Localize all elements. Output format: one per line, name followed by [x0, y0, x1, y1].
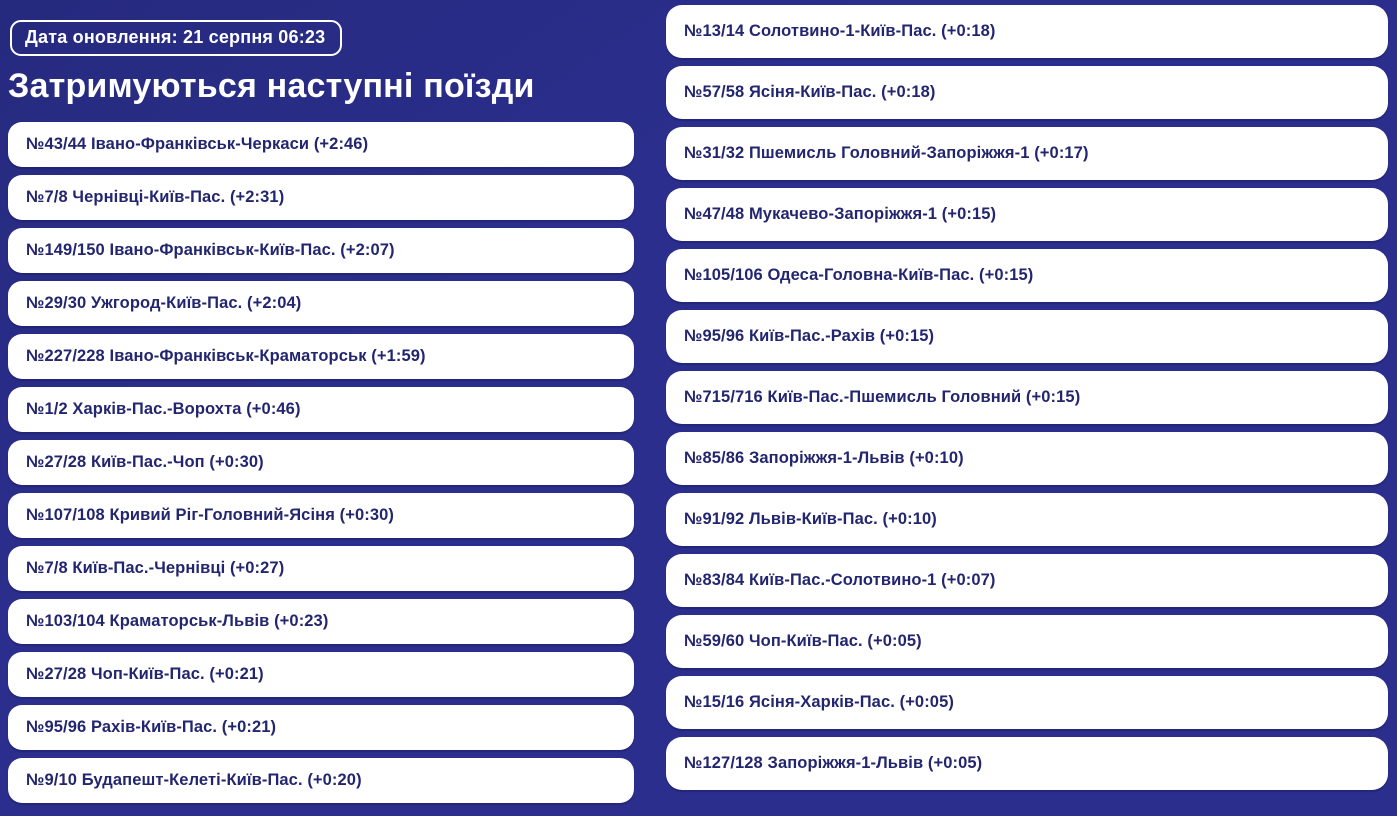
train-card: [8, 122, 634, 167]
train-card: [666, 188, 1388, 241]
train-card: [666, 554, 1388, 607]
train-card: [8, 599, 634, 644]
update-date-badge: [10, 20, 342, 56]
train-card-label: №95/96 Київ-Пас.-Рахів (+0:15): [684, 327, 935, 345]
train-card: [8, 652, 634, 697]
train-card: [8, 758, 634, 803]
train-card: [666, 493, 1388, 546]
train-card-label: №7/8 Київ-Пас.-Чернівці (+0:27): [26, 559, 285, 578]
train-card: [8, 387, 634, 432]
train-card-label: №27/28 Київ-Пас.-Чоп (+0:30): [26, 453, 264, 472]
train-card: [666, 127, 1388, 180]
train-card: [666, 5, 1388, 58]
train-card: [666, 371, 1388, 424]
train-card: [666, 249, 1388, 302]
train-card-label: №43/44 Івано-Франківськ-Черкаси (+2:46): [26, 135, 369, 154]
train-card-label: №9/10 Будапешт-Келеті-Київ-Пас. (+0:20): [26, 771, 362, 790]
update-date-label: Дата оновлення: 21 серпня 06:23: [25, 27, 326, 47]
train-card: [8, 705, 634, 750]
train-card-label: №27/28 Чоп-Київ-Пас. (+0:21): [26, 665, 264, 684]
train-card-label: №715/716 Київ-Пас.-Пшемисль Головний (+0:15): [684, 388, 1081, 406]
train-card: [666, 432, 1388, 485]
train-card-label: №105/106 Одеса-Головна-Київ-Пас. (+0:15): [684, 266, 1034, 284]
train-card-label: №149/150 Івано-Франківськ-Київ-Пас. (+2:07): [26, 241, 395, 260]
train-card-label: №29/30 Ужгород-Київ-Пас. (+2:04): [26, 294, 302, 313]
train-list-right: [666, 5, 1388, 790]
train-card-label: №1/2 Харків-Пас.-Ворохта (+0:46): [26, 400, 301, 419]
train-card-label: №47/48 Мукачево-Запоріжжя-1 (+0:15): [684, 205, 997, 223]
train-card-label: №31/32 Пшемисль Головний-Запоріжжя-1 (+0:17): [684, 144, 1089, 162]
train-card: [666, 737, 1388, 790]
train-card-label: №15/16 Ясіня-Харків-Пас. (+0:05): [684, 693, 954, 711]
train-card: [8, 334, 634, 379]
train-card-label: №59/60 Чоп-Київ-Пас. (+0:05): [684, 632, 922, 650]
right-column: [666, 0, 1388, 790]
train-card: [8, 440, 634, 485]
train-list-left: [8, 122, 634, 803]
train-card: [8, 228, 634, 273]
page-title: Затримуються наступні поїзди: [8, 67, 535, 105]
train-card: [666, 310, 1388, 363]
train-card-label: №107/108 Кривий Ріг-Головний-Ясіня (+0:30): [26, 506, 394, 525]
train-card-label: №91/92 Львів-Київ-Пас. (+0:10): [684, 510, 937, 528]
train-card: [8, 493, 634, 538]
train-card-label: №57/58 Ясіня-Київ-Пас. (+0:18): [684, 83, 936, 101]
train-card-label: №127/128 Запоріжжя-1-Львів (+0:05): [684, 754, 983, 772]
train-card: [8, 175, 634, 220]
train-card: [666, 676, 1388, 729]
train-card-label: №7/8 Чернівці-Київ-Пас. (+2:31): [26, 188, 285, 207]
train-card-label: №13/14 Солотвино-1-Київ-Пас. (+0:18): [684, 22, 996, 40]
train-card: [666, 66, 1388, 119]
train-card-label: №95/96 Рахів-Київ-Пас. (+0:21): [26, 718, 277, 737]
train-card: [8, 546, 634, 591]
train-card-label: №103/104 Краматорськ-Львів (+0:23): [26, 612, 329, 631]
left-column: [8, 0, 634, 803]
train-card-label: №227/228 Івано-Франківськ-Краматорськ (+1:59): [26, 347, 426, 366]
train-card: [8, 281, 634, 326]
train-card-label: №85/86 Запоріжжя-1-Львів (+0:10): [684, 449, 964, 467]
train-card: [666, 615, 1388, 668]
train-card-label: №83/84 Київ-Пас.-Солотвино-1 (+0:07): [684, 571, 996, 589]
